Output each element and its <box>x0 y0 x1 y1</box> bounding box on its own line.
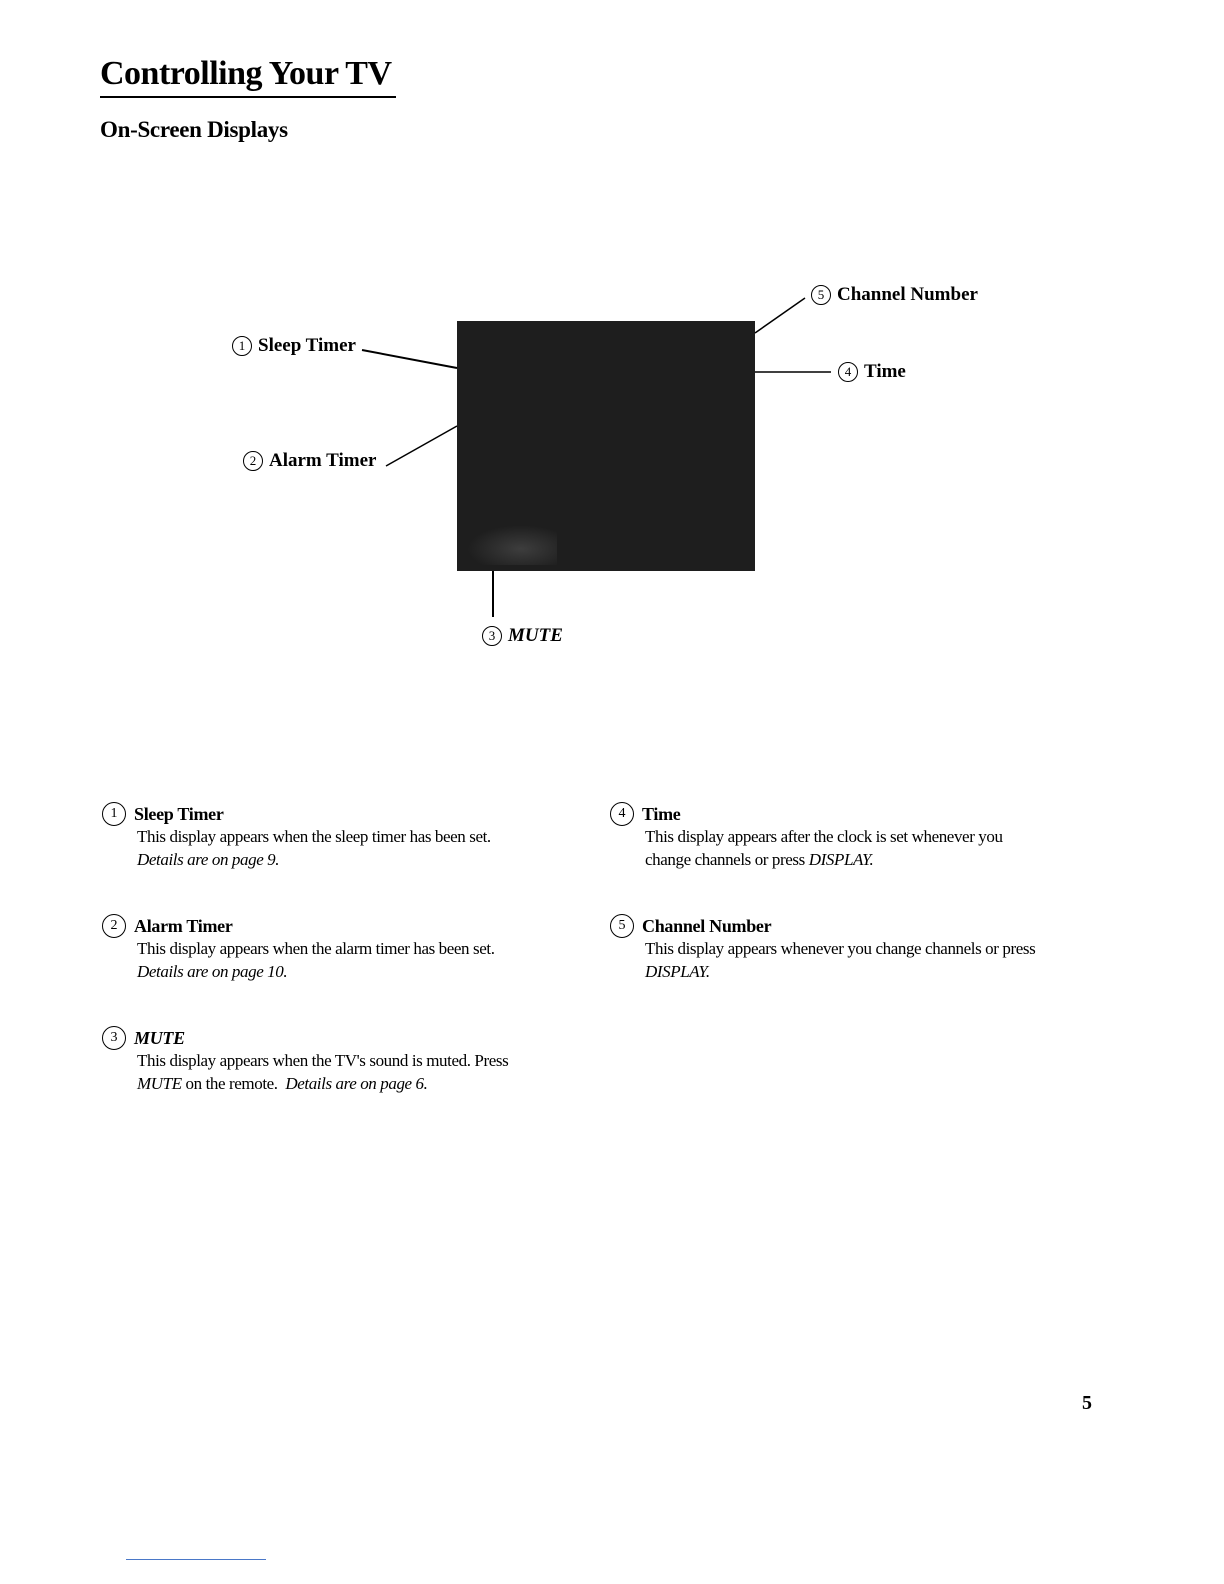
description-channel-number <box>610 914 1130 983</box>
callout-alarm-timer <box>243 450 376 472</box>
page-reference: Details are on page 9. <box>137 849 280 869</box>
callout-label: Time <box>864 361 906 382</box>
callout-label: Alarm Timer <box>269 450 377 471</box>
description-text: This display appears when the TV's sound is muted. Press <box>137 1051 509 1070</box>
description-text-line2: DISPLAY. <box>645 961 710 981</box>
callout-time <box>838 361 906 383</box>
description-title: Channel Number <box>642 915 772 936</box>
callout-channel-number <box>811 284 978 306</box>
description-text: This display appears whenever you change channels or press <box>645 939 1036 958</box>
channel-number-leader <box>755 298 805 333</box>
callout-label: Channel Number <box>837 284 978 305</box>
description-text: This display appears when the sleep timer has been set. <box>137 827 491 846</box>
section-title: On-Screen Displays <box>100 117 288 142</box>
number-badge: 3 <box>102 1026 126 1050</box>
page-number: 5 <box>1082 1392 1092 1414</box>
description-text-line2: change channels or press DISPLAY. <box>645 849 874 869</box>
description-title: MUTE <box>134 1027 185 1048</box>
number-badge: 4 <box>610 802 634 826</box>
sleep-timer-leader <box>362 350 457 368</box>
number-badge: 1 <box>232 336 252 356</box>
number-badge: 4 <box>838 362 858 382</box>
footer-link-rule <box>126 1559 266 1560</box>
callout-sleep-timer <box>232 335 356 357</box>
number-badge: 1 <box>102 802 126 826</box>
title-underline <box>100 96 396 98</box>
description-mute <box>102 1026 582 1095</box>
callout-mute <box>482 625 563 647</box>
page-reference: Details are on page 6. <box>285 1073 428 1093</box>
number-badge: 5 <box>811 285 831 305</box>
number-badge: 5 <box>610 914 634 938</box>
number-badge: 2 <box>243 451 263 471</box>
description-text: This display appears when the alarm timer has been set. <box>137 939 495 958</box>
description-text: This display appears after the clock is set whenever you <box>645 827 1003 846</box>
description-sleep-timer <box>102 802 582 871</box>
description-text-line2: MUTE on the remote. Details are on page 6. <box>137 1073 428 1093</box>
callout-label: MUTE <box>508 625 563 646</box>
description-title: Alarm Timer <box>134 915 233 936</box>
number-badge: 2 <box>102 914 126 938</box>
page-reference: Details are on page 10. <box>137 961 288 981</box>
alarm-timer-leader <box>386 426 457 466</box>
callout-label: Sleep Timer <box>258 335 356 356</box>
tv-screen-illustration <box>457 321 755 571</box>
page-title: Controlling Your TV <box>100 55 392 92</box>
description-alarm-timer <box>102 914 582 983</box>
description-time <box>610 802 1130 871</box>
description-title: Time <box>642 803 681 824</box>
number-badge: 3 <box>482 626 502 646</box>
description-title: Sleep Timer <box>134 803 224 824</box>
